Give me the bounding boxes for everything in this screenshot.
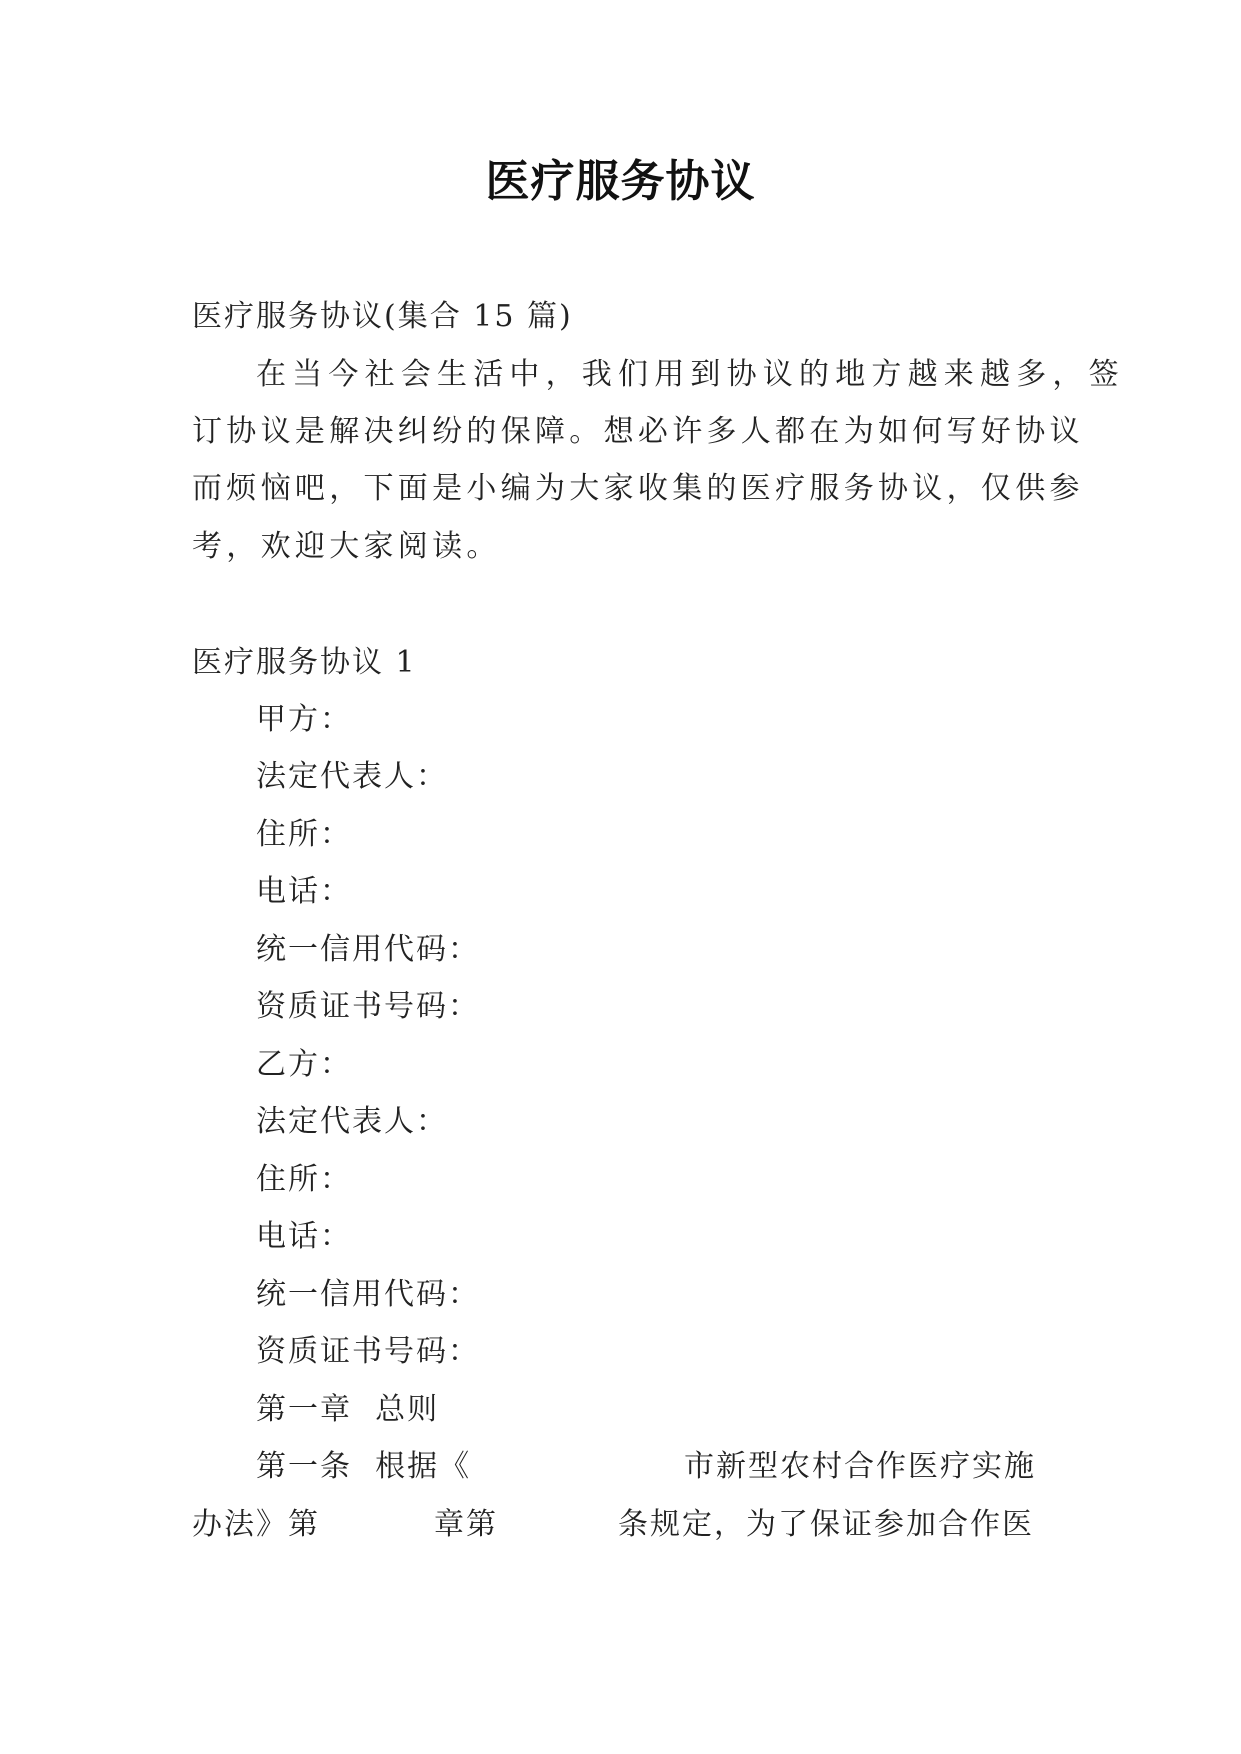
intro-line-1 — [256, 355, 1125, 395]
party-b-address: 住所： — [256, 1162, 352, 1197]
page-title: 医疗服务协议 — [485, 156, 756, 207]
party-b-label: 乙方： — [256, 1047, 352, 1082]
article-one-line2-part-c: 条规定，为了保证参加合作医 — [618, 1507, 1034, 1542]
intro-line-4: 考，欢迎大家阅读。 — [192, 529, 501, 564]
article-one-line2-part-b: 章第 — [434, 1507, 498, 1542]
party-a-credit-code: 统一信用代码： — [256, 932, 480, 967]
intro-line-3: 而烦恼吧，下面是小编为大家收集的医疗服务协议，仅供参 — [192, 471, 1084, 506]
party-a-phone: 电话： — [256, 874, 352, 909]
intro-line-1-text: 在当今社会生活中，我们用到协议的地方越来越多，签 — [256, 357, 1125, 392]
party-b-phone: 电话： — [256, 1219, 352, 1254]
document-subtitle: 医疗服务协议(集合 15 篇) — [192, 299, 573, 334]
party-b-representative: 法定代表人： — [256, 1104, 448, 1139]
party-b-credit-code: 统一信用代码： — [256, 1277, 480, 1312]
chapter-one-heading: 第一章 总则 — [256, 1392, 440, 1427]
party-a-representative: 法定代表人： — [256, 759, 448, 794]
article-one-line2-part-a: 办法》第 — [192, 1507, 320, 1542]
intro-line-2: 订协议是解决纠纷的保障。想必许多人都在为如何写好协议 — [192, 414, 1084, 449]
section-heading: 医疗服务协议 1 — [192, 645, 417, 680]
party-a-label: 甲方： — [256, 702, 352, 737]
article-one-line1-right: 市新型农村合作医疗实施 — [684, 1449, 1036, 1484]
party-b-certificate: 资质证书号码： — [256, 1334, 480, 1369]
party-a-certificate: 资质证书号码： — [256, 989, 480, 1024]
article-one-line1-left: 第一条 根据《 — [256, 1449, 472, 1484]
party-a-address: 住所： — [256, 817, 352, 852]
